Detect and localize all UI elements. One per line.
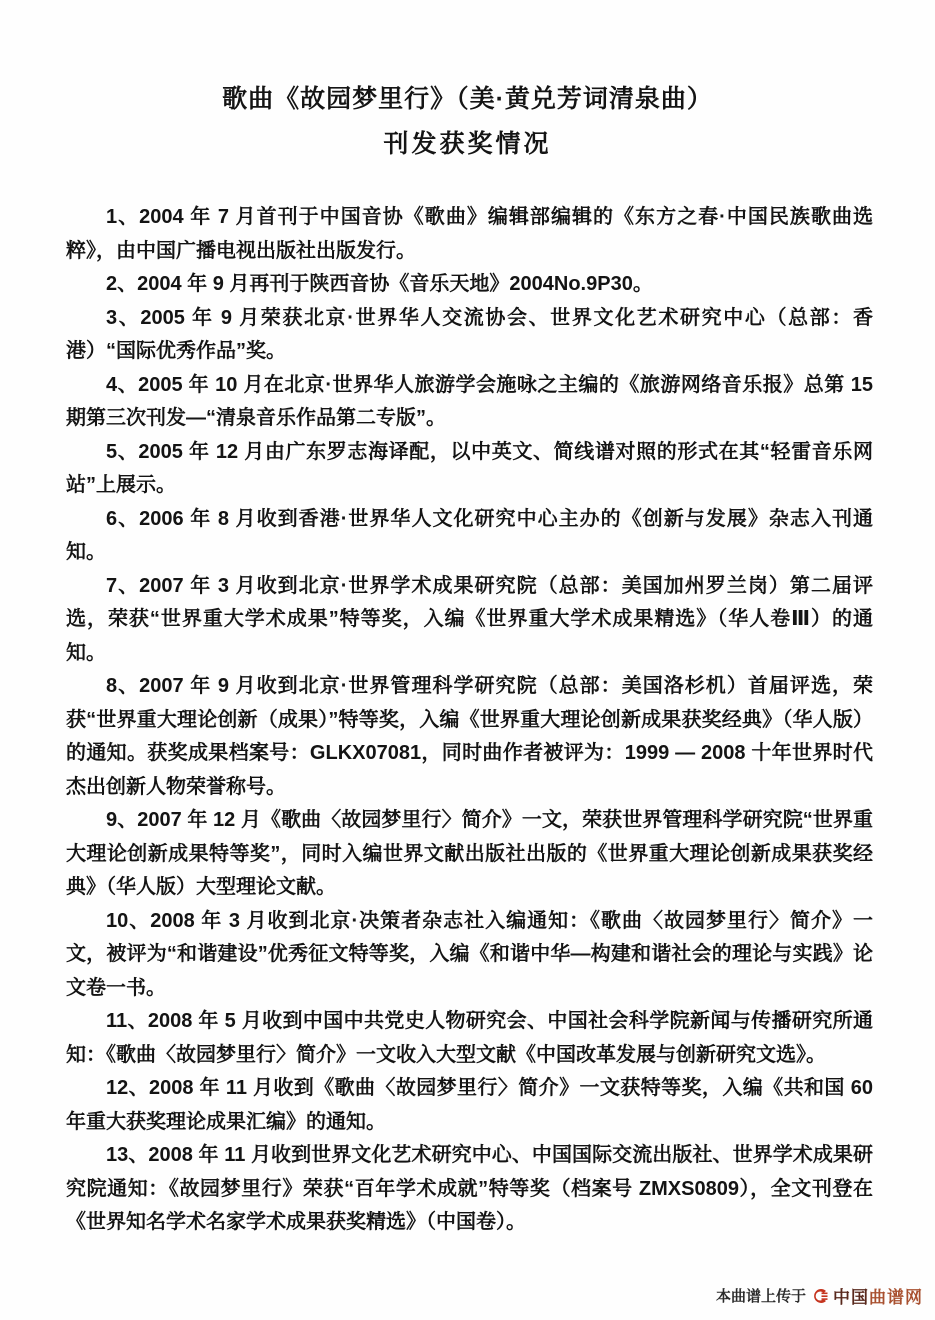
list-item: 9、2007 年 12 月《歌曲〈故园梦里行〉简介》一文，荣获世界管理科学研究院“世界重大理论创新成果特等奖”，同时入编世界文献出版社出版的《世界重大理论创新成果获奖经典》（华人版）大型理论文献。 <box>66 809 873 898</box>
page-subtitle: 刊发获奖情况 <box>383 130 552 158</box>
list-item: 6、2006 年 8 月收到香港·世界华人文化研究中心主办的《创新与发展》杂志入刊通知。 <box>66 507 873 563</box>
list-item: 11、2008 年 5 月收到中国中共党史人物研究会、中国社会科学院新闻与传播研究所通知：《歌曲〈故园梦里行〉简介》一文收入大型文献《中国改革发展与创新研究文选》。 <box>66 1010 873 1066</box>
list-item: 4、2005 年 10 月在北京·世界华人旅游学会施咏之主编的《旅游网络音乐报》总第 15 期第三次刊发—“清泉音乐作品第二专版”。 <box>66 373 873 429</box>
music-score-logo-icon <box>812 1287 830 1305</box>
list-item: 10、2008 年 3 月收到北京·决策者杂志社入编通知：《歌曲〈故园梦里行〉简介》一文，被评为“和谐建设”优秀征文特等奖，入编《和谐中华—构建和谐社会的理论与实践》论文卷一书。 <box>66 909 873 999</box>
list-item: 8、2007 年 9 月收到北京·世界管理科学研究院（总部：美国洛杉机）首届评选，荣获“世界重大理论创新（成果）”特等奖，入编《世界重大理论创新成果获奖经典》（华人版）的通知。获奖成果档案号：GLKX07081，同时曲作者被评为：1999 — 2008 十年世界时代杰出创新人物荣誉称号。 <box>66 675 873 798</box>
list-item: 5、2005 年 12 月由广东罗志海译配，以中英文、简线谱对照的形式在其“轻雷音乐网站”上展示。 <box>66 440 873 496</box>
list-item: 13、2008 年 11 月收到世界文化艺术研究中心、中国国际交流出版社、世界学术成果研究院通知：《故园梦里行》荣获“百年学术成就”特等奖（档案号 ZMXS0809），全文刊登在《世界知名学术名家学术成果获奖精选》（中国卷）。 <box>66 1144 873 1233</box>
list-item: 3、2005 年 9 月荣获北京·世界华人交流协会、世界文化艺术研究中心（总部：香港）“国际优秀作品”奖。 <box>66 306 873 362</box>
page-title: 歌曲《故园梦里行》（美·黄兑芳词清泉曲） <box>222 85 713 113</box>
site-name <box>833 1283 923 1308</box>
watermark-footer <box>716 1283 923 1308</box>
title-block <box>0 0 935 159</box>
list-item: 2、2004 年 9 月再刊于陕西音协《音乐天地》2004No.9P30。 <box>106 273 653 295</box>
list-item: 1、2004 年 7 月首刊于中国音协《歌曲》编辑部编辑的《东方之春·中国民族歌曲选粹》，由中国广播电视出版社出版发行。 <box>66 206 873 262</box>
list-item: 12、2008 年 11 月收到《歌曲〈故园梦里行〉简介》一文获特等奖，入编《共和国 60 年重大获奖理论成果汇编》的通知。 <box>66 1077 873 1133</box>
site-name-part1: 中国 <box>833 1288 869 1307</box>
list-item: 7、2007 年 3 月收到北京·世界学术成果研究院（总部：美国加州罗兰岗）第二届评选，荣获“世界重大学术成果”特等奖，入编《世界重大学术成果精选》（华人卷Ⅲ）的通知。 <box>66 574 873 664</box>
watermark-text: 本曲谱上传于 <box>715 1288 806 1305</box>
site-logo <box>812 1283 923 1308</box>
award-list <box>66 201 873 1240</box>
site-name-part2: 曲谱网 <box>869 1288 923 1307</box>
